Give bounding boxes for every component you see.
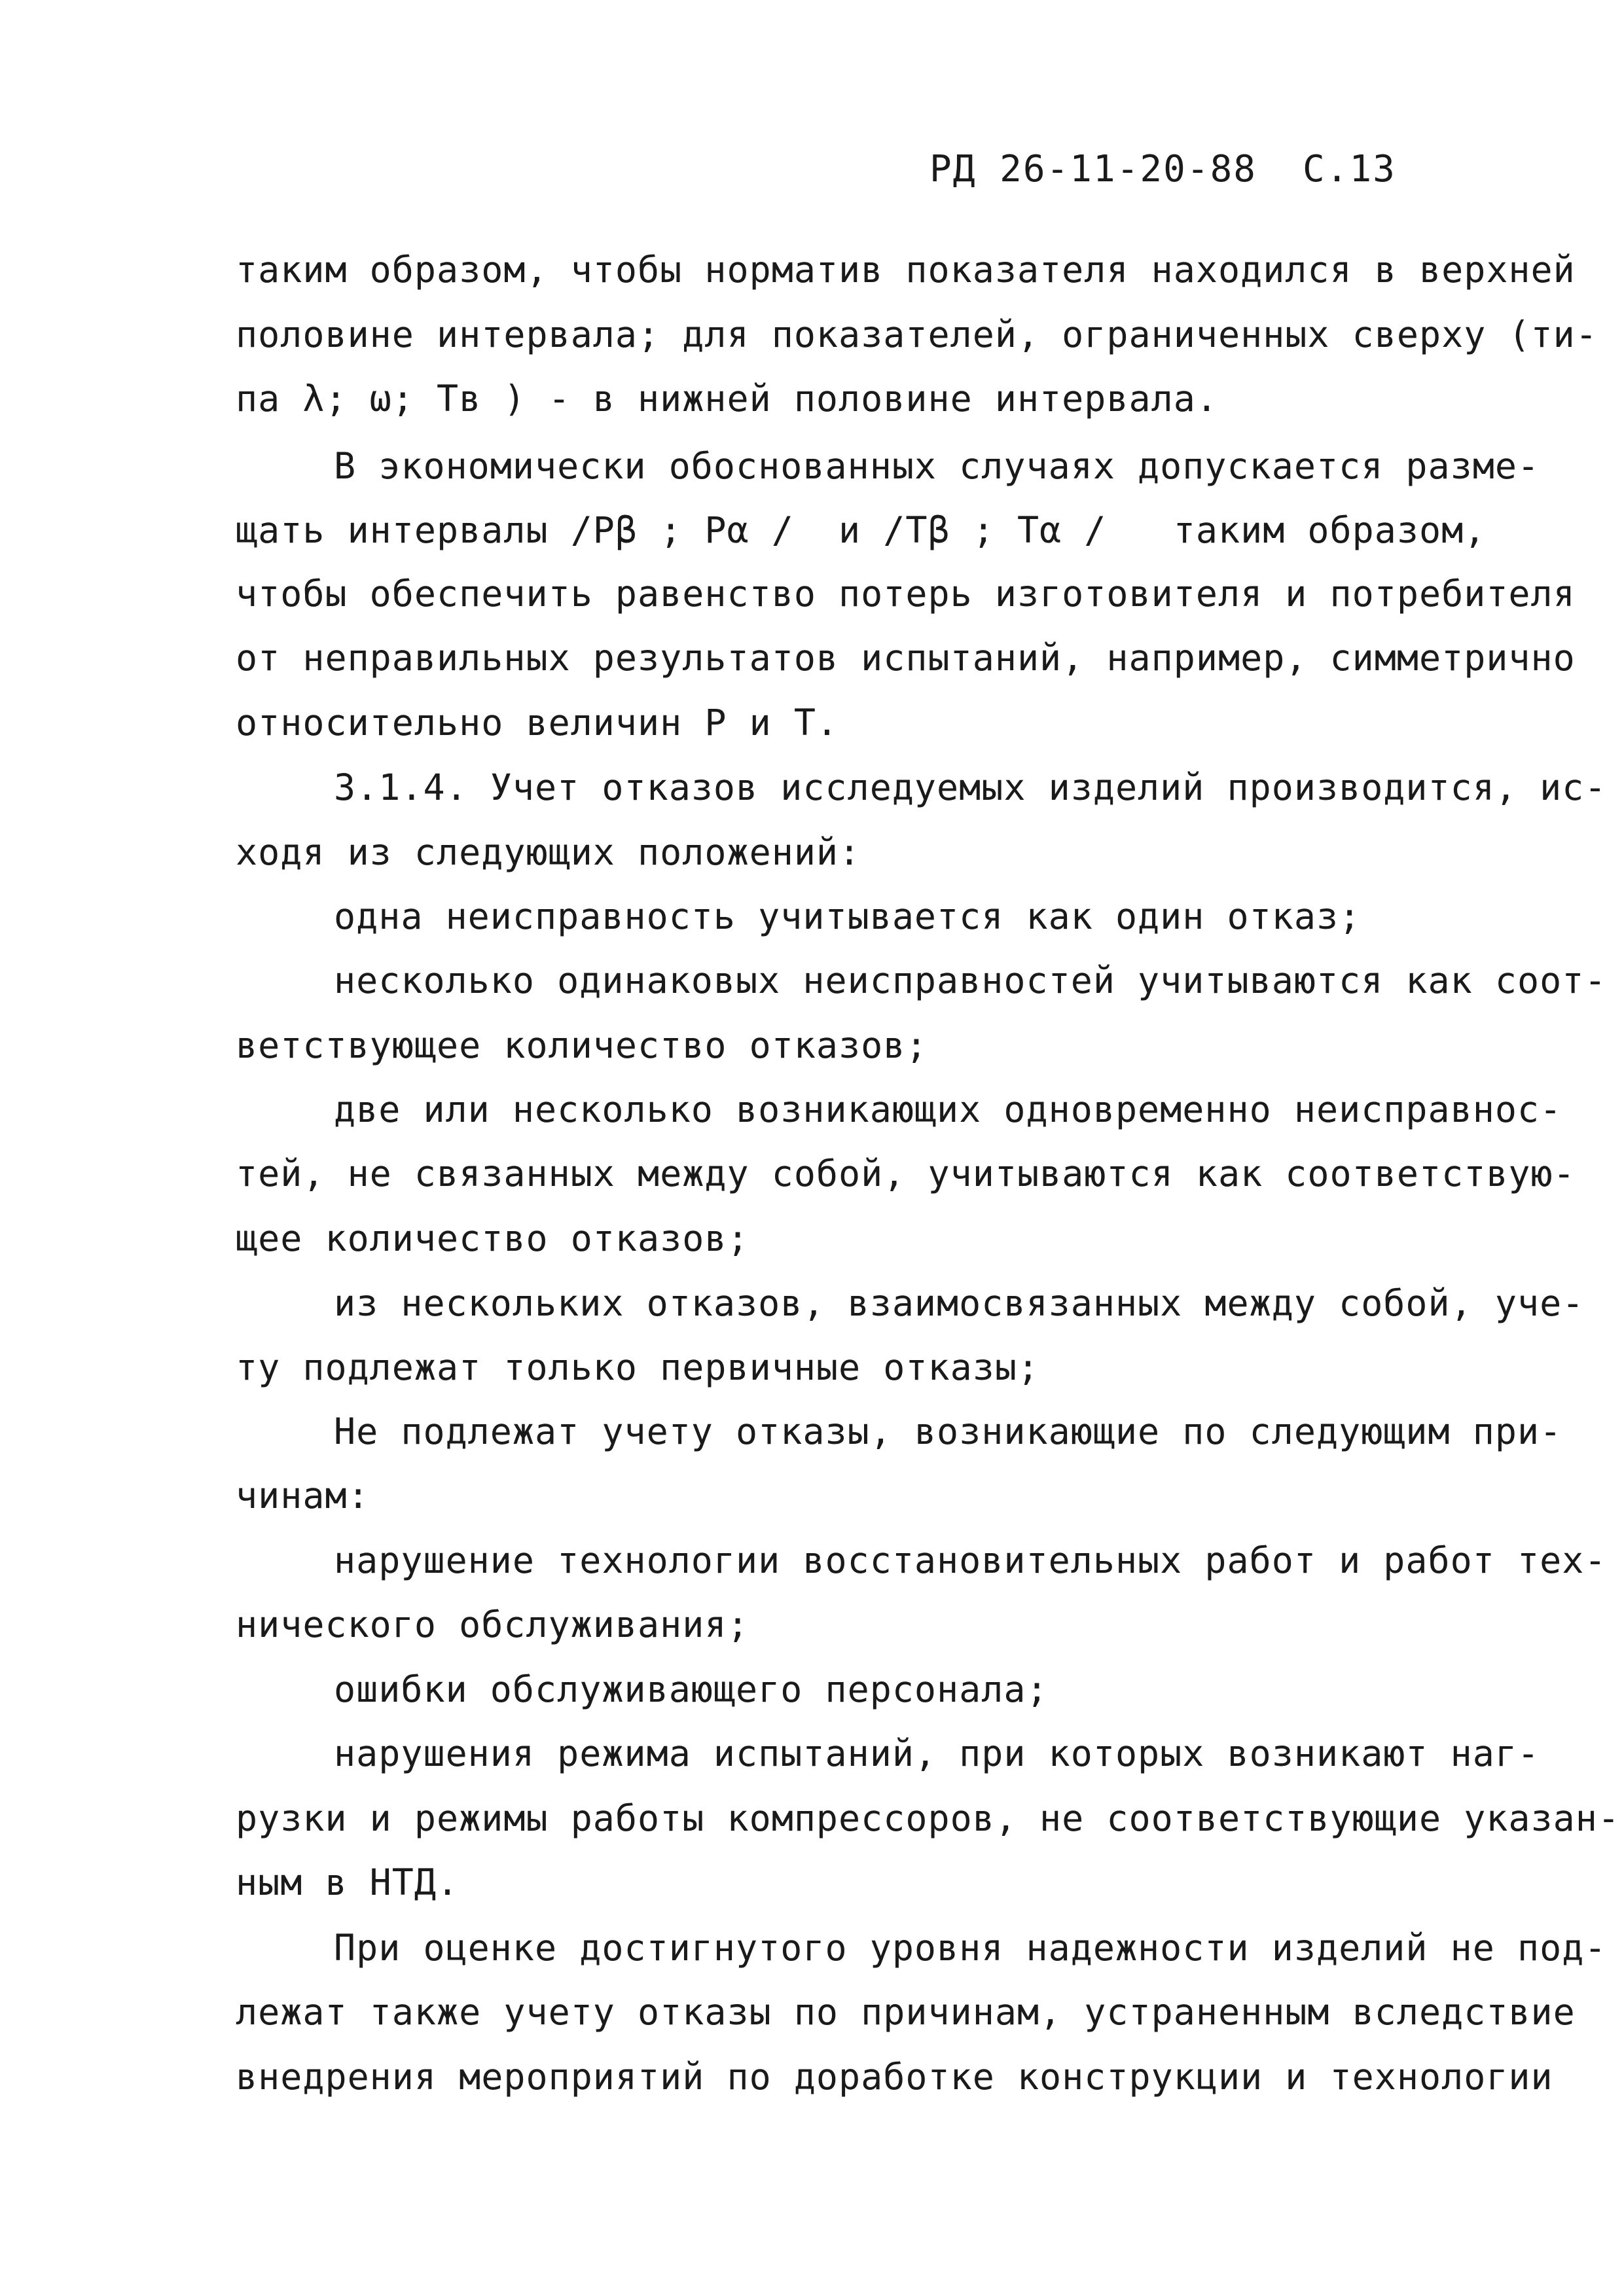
text-line: чинам: [236,1475,370,1516]
section-heading-line: 3.1.4. Учет отказов исследуемых изделий производится, ис- [334,766,1607,808]
text-line: ходя из следующих положений: [236,831,861,873]
text-line: ветствующее количество отказов; [236,1024,928,1066]
paragraph-first-line: Не подлежат учету отказы, возникающие по следующим при- [334,1410,1562,1452]
document-code: РД 26-11-20-88 [929,148,1257,190]
text-line: лежат также учету отказы по причинам, устраненным вследствие [236,1991,1576,2033]
text-line: относительно величин Р и Т. [236,702,839,744]
text-line: половине интервала; для показателей, ограниченных сверху (ти- [236,314,1598,355]
text-line: таким образом, чтобы норматив показателя находился в верхней [236,249,1576,291]
text-line: внедрения мероприятий по доработке конструкции и технологии [236,2056,1553,2098]
page-number: С.13 [1303,148,1396,190]
text-line: нического обслуживания; [236,1604,749,1645]
text-line: щать интервалы /Рβ ; Рα / и /Тβ ; Тα / таким образом, [236,509,1487,551]
paragraph-first-line: При оценке достигнутого уровня надежности изделий не под- [334,1927,1607,1969]
list-item: несколько одинаковых неисправностей учитываются как соот- [334,960,1607,1001]
page-header [929,148,1396,190]
text-line: чтобы обеспечить равенство потерь изготовителя и потребителя [236,573,1576,615]
list-item: из нескольких отказов, взаимосвязанных между собой, уче- [334,1282,1585,1324]
list-item: ошибки обслуживающего персонала; [334,1668,1049,1710]
paragraph-first-line: В экономически обоснованных случаях допускается разме- [334,445,1540,487]
text-line: ту подлежат только первичные отказы; [236,1346,1040,1388]
text-line: щее количество отказов; [236,1217,749,1259]
text-line: па λ; ω; Тв ) - в нижней половине интервала. [236,378,1218,420]
text-line: от неправильных результатов испытаний, например, симметрично [236,637,1576,679]
list-item: одна неисправность учитывается как один отказ; [334,895,1362,937]
list-item: две или несколько возникающих одновременно неисправнос- [334,1088,1562,1130]
text-line: тей, не связанных между собой, учитываются как соответствую- [236,1153,1576,1194]
text-line: ным в НТД. [236,1861,460,1903]
list-item: нарушение технологии восстановительных работ и работ тех- [334,1539,1607,1581]
text-line: рузки и режимы работы компрессоров, не соответствующие указан- [236,1797,1620,1839]
list-item: нарушения режима испытаний, при которых возникают наг- [334,1732,1540,1774]
